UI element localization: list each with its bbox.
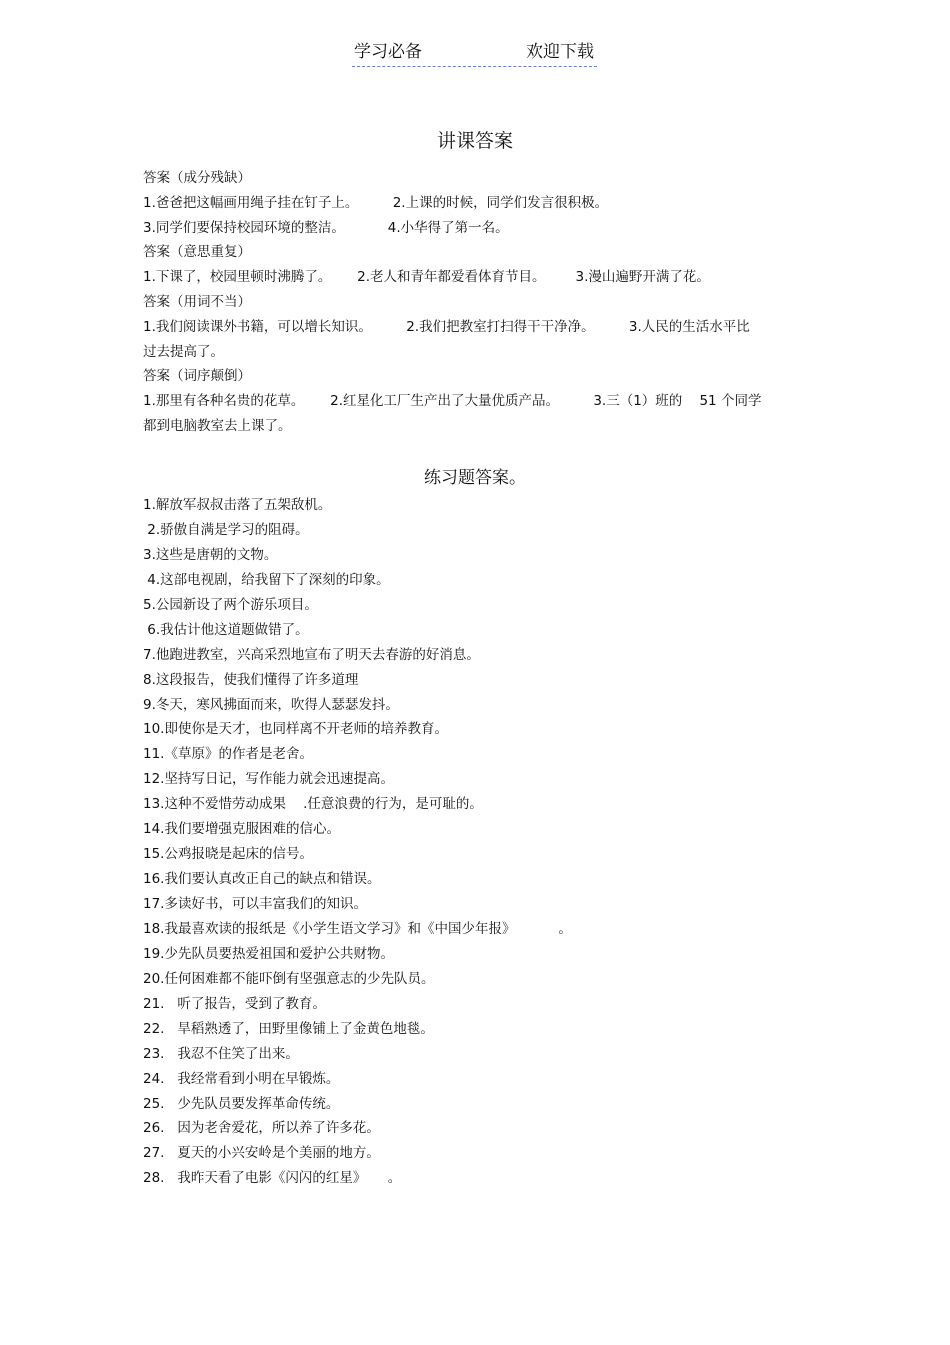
list-item: 18.我最喜欢读的报纸是《小学生语文学习》和《中国少年报》 。 xyxy=(143,920,572,937)
answer-line: 1.下课了，校园里顿时沸腾了。 2.老人和青年都爱看体育节目。 3.漫山遍野开满了花。 xyxy=(143,269,710,286)
list-item: 26. 因为老舍爱花，所以养了许多花。 xyxy=(143,1120,380,1137)
list-item: 8.这段报告，使我们懂得了许多道理 xyxy=(143,671,359,688)
list-item: 16.我们要认真改正自己的缺点和错误。 xyxy=(143,871,381,888)
list-item: 24. 我经常看到小明在早锻炼。 xyxy=(143,1070,340,1087)
list-item: 9.冬天，寒风拂面而来，吹得人瑟瑟发抖。 xyxy=(143,696,399,713)
list-item: 1.解放军叔叔击落了五架敌机。 xyxy=(143,497,332,513)
list-item: 3.这些是唐朝的文物。 xyxy=(143,546,278,563)
list-item: 6.我估计他这道题做错了。 xyxy=(143,621,309,638)
list-item: 23. 我忍不住笑了出来。 xyxy=(143,1045,299,1062)
list-item: 2.骄傲自满是学习的阻碍。 xyxy=(143,521,309,538)
list-item: 13.这种不爱惜劳动成果 .任意浪费的行为，是可耻的。 xyxy=(143,796,483,813)
list-item: 25. 少先队员要发挥革命传统。 xyxy=(143,1095,340,1112)
list-item: 22. 旱稻熟透了，田野里像铺上了金黄色地毯。 xyxy=(143,1020,434,1037)
list-item: 5.公园新设了两个游乐项目。 xyxy=(143,596,318,613)
list-item: 15.公鸡报晓是起床的信号。 xyxy=(143,846,313,863)
answer-line: 1.我们阅读课外书籍，可以增长知识。 2.我们把教室打扫得干干净净。 3.人民的生活水平比 xyxy=(143,318,750,335)
list-item: 20.任何困难都不能吓倒有坚强意志的少先队员。 xyxy=(143,970,435,987)
list-item: 27. 夏天的小兴安岭是个美丽的地方。 xyxy=(143,1145,380,1162)
list-item: 10.即使你是天才，也同样离不开老师的培养教育。 xyxy=(143,721,448,738)
list-item: 12.坚持写日记，写作能力就会迅速提高。 xyxy=(143,771,394,788)
list-item: 21. 听了报告，受到了教育。 xyxy=(143,995,326,1012)
list-item: 19.少先队员要热爱祖国和爱护公共财物。 xyxy=(143,945,394,962)
answer-line: 1.那里有各种名贵的花草。 2.红星化工厂生产出了大量优质产品。 3.三（1）班的 51 个同学 xyxy=(143,393,762,410)
header-left-text: 学习必备 xyxy=(354,42,422,62)
page-header xyxy=(352,40,597,67)
answer-line: 过去提高了。 xyxy=(143,343,224,360)
answer-line: 都到电脑教室去上课了。 xyxy=(143,417,292,434)
lecture-answers-body xyxy=(143,166,813,439)
list-item: 14.我们要增强克服困难的信心。 xyxy=(143,821,340,838)
list-item: 4.这部电视剧，给我留下了深刻的印象。 xyxy=(143,571,390,588)
group-label: 答案（词序颠倒） xyxy=(143,368,251,385)
list-item: 7.他跑进教室，兴高采烈地宣布了明天去春游的好消息。 xyxy=(143,646,480,663)
header-right-text: 欢迎下载 xyxy=(526,42,594,62)
answer-line: 3.同学们要保持校园环境的整洁。 4.小华得了第一名。 xyxy=(143,219,509,236)
group-label: 答案（意思重复） xyxy=(143,244,251,261)
list-item: 11.《草原》的作者是老舍。 xyxy=(143,746,313,763)
answer-line: 1.爸爸把这幅画用绳子挂在钉子上。 2.上课的时候，同学们发言很积极。 xyxy=(143,194,609,211)
group-label: 答案（用词不当） xyxy=(143,293,251,310)
exercise-answers-title: 练习题答案。 xyxy=(424,468,526,488)
exercise-answers-list xyxy=(143,493,813,1191)
lecture-answers-title: 讲课答案 xyxy=(436,130,513,152)
group-label: 答案（成分残缺） xyxy=(143,170,251,186)
list-item: 17.多读好书，可以丰富我们的知识。 xyxy=(143,896,367,912)
list-item: 28. 我昨天看了电影《闪闪的红星》 。 xyxy=(143,1170,402,1187)
